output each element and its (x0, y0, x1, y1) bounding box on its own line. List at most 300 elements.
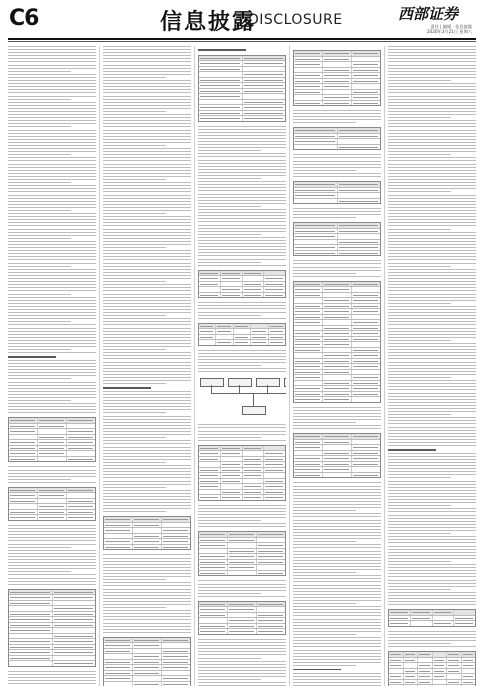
table-cell (323, 101, 352, 106)
text-line (103, 201, 191, 202)
brand-logo: 西部证券 (397, 5, 458, 23)
table-cell (243, 100, 286, 105)
table-cell (433, 616, 455, 621)
table-cell (67, 488, 95, 493)
text-line (388, 595, 476, 596)
text-line (103, 626, 191, 627)
table-cell (323, 331, 352, 336)
text-line (103, 511, 166, 512)
table-cell (294, 188, 338, 193)
table-cell (199, 324, 216, 329)
table-cell (133, 638, 162, 643)
table-cell (338, 223, 381, 228)
text-line (198, 505, 286, 506)
text-line (198, 166, 286, 167)
table-cell (418, 652, 433, 657)
table-cell (404, 663, 419, 668)
table-cell (67, 457, 95, 462)
text-line (388, 108, 476, 109)
text-line (198, 526, 286, 527)
table-cell (338, 188, 381, 193)
text-line (8, 378, 71, 379)
table-cell (53, 595, 96, 600)
table-cell (199, 468, 221, 473)
text-line (293, 167, 381, 168)
text-line (8, 145, 96, 146)
text-line (388, 269, 476, 270)
text-line (103, 496, 191, 497)
table-cell (294, 315, 323, 320)
text-line (388, 71, 476, 72)
text-line (388, 383, 476, 384)
text-line (198, 147, 286, 148)
table-cell (294, 375, 323, 380)
table-cell (133, 534, 162, 539)
table-cell (38, 446, 67, 451)
table-row (9, 457, 95, 462)
text-line (103, 170, 191, 171)
table-cell (199, 293, 221, 298)
table-cell (323, 473, 352, 478)
table-cell (228, 629, 257, 634)
data-table (198, 323, 286, 346)
page-number: C6 (9, 6, 39, 31)
table-cell (294, 139, 338, 144)
text-line (8, 337, 96, 338)
table-cell (221, 457, 243, 462)
text-line (198, 197, 286, 198)
text-line (103, 315, 166, 316)
table-cell (294, 381, 323, 386)
text-line (198, 654, 286, 655)
table-cell (418, 674, 433, 679)
text-line (8, 272, 96, 273)
table-cell (67, 418, 95, 423)
table-cell (199, 61, 243, 66)
text-line (388, 358, 476, 359)
text-line (8, 58, 96, 59)
table-cell (352, 79, 380, 84)
table-cell (462, 669, 476, 674)
table-cell (294, 251, 338, 256)
table-cell (9, 623, 53, 628)
text-line (8, 123, 96, 124)
text-line (388, 216, 476, 217)
text-line (198, 645, 286, 646)
table-cell (462, 685, 476, 686)
text-line (293, 510, 356, 511)
text-line (198, 209, 286, 210)
table-cell (323, 51, 352, 56)
text-line (8, 136, 96, 137)
text-line (198, 135, 286, 136)
text-line (103, 474, 191, 475)
table-cell (221, 462, 243, 467)
text-line (198, 243, 286, 244)
text-line (388, 275, 476, 276)
text-line (293, 625, 381, 626)
text-line (293, 422, 356, 423)
text-line (388, 309, 476, 310)
table-cell (199, 287, 221, 292)
table-cell (228, 554, 257, 559)
text-line (8, 256, 96, 257)
text-line (388, 281, 476, 282)
text-line (293, 507, 381, 508)
text-line (198, 368, 286, 369)
text-line (388, 427, 476, 428)
table-cell (352, 309, 380, 314)
text-line (103, 139, 191, 140)
table-cell (294, 440, 323, 445)
table-cell (264, 271, 285, 276)
text-line (8, 324, 96, 325)
text-line (388, 157, 476, 158)
table-cell (323, 467, 352, 472)
text-line (198, 305, 286, 306)
text-line (103, 459, 191, 460)
text-line (8, 49, 96, 50)
table-cell (199, 532, 228, 537)
text-line (8, 294, 71, 295)
table-cell (216, 329, 233, 334)
table-cell (352, 473, 380, 478)
table-cell (257, 532, 285, 537)
text-line (103, 601, 191, 602)
text-line (8, 318, 96, 319)
text-line (198, 514, 286, 515)
text-line (8, 173, 96, 174)
table-row (199, 116, 285, 121)
text-line (8, 111, 96, 112)
table-cell (67, 451, 95, 456)
text-line (8, 680, 96, 681)
text-line (293, 164, 381, 165)
text-line (198, 593, 261, 594)
table-cell (9, 510, 38, 515)
table-cell (38, 429, 67, 434)
table-row (294, 145, 380, 150)
text-line (103, 114, 191, 115)
text-line (8, 275, 96, 276)
text-line (103, 598, 191, 599)
table-cell (264, 473, 285, 478)
text-line (8, 114, 96, 115)
text-line (388, 371, 476, 372)
text-line (8, 547, 71, 548)
text-line (8, 263, 96, 264)
text-line (103, 508, 191, 509)
data-table (8, 417, 96, 462)
table-cell (243, 72, 286, 77)
table-cell (243, 468, 265, 473)
text-line (388, 643, 451, 644)
text-line (8, 46, 96, 47)
table-cell (199, 105, 243, 110)
table-cell (411, 621, 433, 626)
text-line (388, 389, 476, 390)
text-line (198, 129, 286, 130)
table-cell (228, 613, 257, 618)
text-line (198, 178, 261, 179)
table-cell (251, 340, 268, 345)
table-cell (133, 649, 162, 654)
table-cell (9, 601, 53, 606)
table-cell (104, 528, 133, 533)
table-cell (294, 348, 323, 353)
text-line (293, 489, 381, 490)
text-line (388, 191, 451, 192)
text-line (8, 397, 96, 398)
text-line (8, 328, 96, 329)
text-line (388, 160, 476, 161)
text-line (8, 321, 71, 322)
text-line (103, 368, 191, 369)
text-line (103, 99, 191, 100)
data-table (198, 445, 286, 501)
text-line (293, 523, 381, 524)
text-line (103, 431, 191, 432)
text-line (388, 346, 476, 347)
table-cell (418, 663, 433, 668)
table-cell (228, 532, 257, 537)
text-line (8, 394, 96, 395)
text-line (388, 589, 451, 590)
text-line (198, 138, 286, 139)
text-line (293, 154, 381, 155)
table-cell (433, 685, 448, 686)
table-cell (323, 445, 352, 450)
table-cell (9, 650, 53, 655)
text-line (293, 578, 381, 579)
table-cell (9, 504, 38, 509)
table-cell (221, 276, 243, 281)
text-line (8, 372, 96, 373)
table-cell (323, 353, 352, 358)
text-line (388, 182, 476, 183)
diagram-box (228, 378, 252, 387)
text-line (8, 369, 96, 370)
text-line (198, 200, 286, 201)
table-cell (199, 629, 228, 634)
text-line (293, 513, 381, 514)
table-cell (133, 523, 162, 528)
text-line (103, 219, 191, 220)
text-line (103, 324, 191, 325)
text-line (8, 479, 71, 480)
text-line (103, 191, 191, 192)
text-line (198, 156, 286, 157)
text-line (103, 403, 191, 404)
text-line (198, 265, 286, 266)
column-divider (194, 46, 195, 686)
text-line (293, 600, 381, 601)
table-cell (243, 276, 265, 281)
table-cell (243, 462, 265, 467)
text-line (388, 74, 476, 75)
table-cell (243, 446, 265, 451)
text-line (293, 547, 381, 548)
text-line (388, 561, 451, 562)
table-cell (294, 451, 323, 456)
text-line (388, 442, 476, 443)
text-line (8, 157, 96, 158)
text-line (103, 502, 191, 503)
text-line (8, 108, 96, 109)
text-line (198, 150, 261, 151)
table-row (199, 293, 285, 298)
text-line (388, 396, 476, 397)
text-line (103, 554, 191, 555)
text-line (388, 527, 476, 528)
table-cell (323, 392, 352, 397)
text-line (103, 616, 191, 617)
text-line (8, 565, 96, 566)
table-cell (462, 663, 476, 668)
text-line (8, 331, 96, 332)
text-line (388, 80, 451, 81)
text-line (388, 368, 476, 369)
table-cell (323, 95, 352, 100)
text-line (388, 362, 476, 363)
table-cell (133, 643, 162, 648)
text-line (103, 133, 191, 134)
text-line (8, 363, 96, 364)
text-line (103, 450, 191, 451)
table-cell (294, 370, 323, 375)
text-line (8, 195, 96, 196)
table-cell (294, 392, 323, 397)
text-line (388, 355, 476, 356)
table-cell (294, 304, 323, 309)
text-line (388, 552, 476, 553)
table-cell (323, 462, 352, 467)
table-cell (133, 545, 162, 550)
text-line (8, 89, 96, 90)
text-line (8, 86, 96, 87)
text-line (198, 240, 286, 241)
diagram-connector (211, 393, 286, 394)
text-line (198, 175, 286, 176)
text-line (388, 477, 451, 478)
text-line (198, 658, 261, 659)
text-line (388, 167, 476, 168)
table-cell (228, 602, 257, 607)
text-line (103, 188, 191, 189)
table-cell (162, 676, 190, 681)
text-line (388, 294, 476, 295)
text-line (293, 650, 381, 651)
text-line (388, 499, 476, 500)
text-line (293, 110, 381, 111)
table-cell (221, 446, 243, 451)
text-line (198, 231, 286, 232)
text-line (388, 324, 476, 325)
table-row (104, 682, 190, 686)
text-line (103, 303, 191, 304)
diagram-connector (253, 393, 254, 406)
text-line (198, 234, 261, 235)
text-line (103, 96, 191, 97)
text-line (103, 83, 191, 84)
table-cell (411, 610, 433, 615)
text-line (103, 71, 191, 72)
data-table (198, 531, 286, 576)
text-line (293, 659, 381, 660)
table-cell (323, 90, 352, 95)
text-line (103, 167, 191, 168)
table-cell (9, 612, 53, 617)
text-line (198, 511, 286, 512)
text-line (103, 629, 191, 630)
text-line (103, 499, 191, 500)
table-cell (294, 445, 323, 450)
text-line (198, 508, 286, 509)
text-line (293, 425, 381, 426)
table-cell (221, 468, 243, 473)
text-line (388, 374, 476, 375)
text-line (198, 203, 286, 204)
text-line (388, 601, 476, 602)
text-line (388, 380, 476, 381)
table-cell (257, 560, 285, 565)
text-line (388, 586, 476, 587)
text-line (103, 623, 191, 624)
text-line (103, 443, 191, 444)
text-line (103, 585, 191, 586)
text-line (103, 86, 191, 87)
text-line (388, 493, 476, 494)
text-line (8, 266, 71, 267)
table-cell (257, 549, 285, 554)
text-line (388, 549, 476, 550)
table-cell (243, 479, 265, 484)
table-cell (9, 595, 53, 600)
table-cell (269, 335, 285, 340)
table-cell (352, 440, 380, 445)
text-line (8, 120, 96, 121)
text-line (198, 132, 286, 133)
text-line (388, 300, 476, 301)
table-cell (294, 68, 323, 73)
text-line (198, 679, 261, 680)
table-cell (264, 446, 285, 451)
text-line (103, 613, 191, 614)
text-line (103, 440, 191, 441)
text-line (103, 447, 191, 448)
text-line (388, 83, 476, 84)
text-line (8, 191, 96, 192)
table-cell (323, 370, 352, 375)
table-cell (418, 658, 433, 663)
text-line (388, 201, 476, 202)
text-line (388, 459, 476, 460)
text-line (103, 195, 191, 196)
text-line (103, 105, 191, 106)
text-line (103, 505, 191, 506)
table-cell (294, 337, 323, 342)
table-cell (352, 462, 380, 467)
text-line (8, 71, 71, 72)
text-line (8, 117, 96, 118)
text-line (103, 365, 191, 366)
text-line (198, 252, 286, 253)
text-line (103, 468, 191, 469)
text-line (8, 52, 96, 53)
text-line (8, 578, 96, 579)
table-cell (294, 353, 323, 358)
table-cell (221, 282, 243, 287)
